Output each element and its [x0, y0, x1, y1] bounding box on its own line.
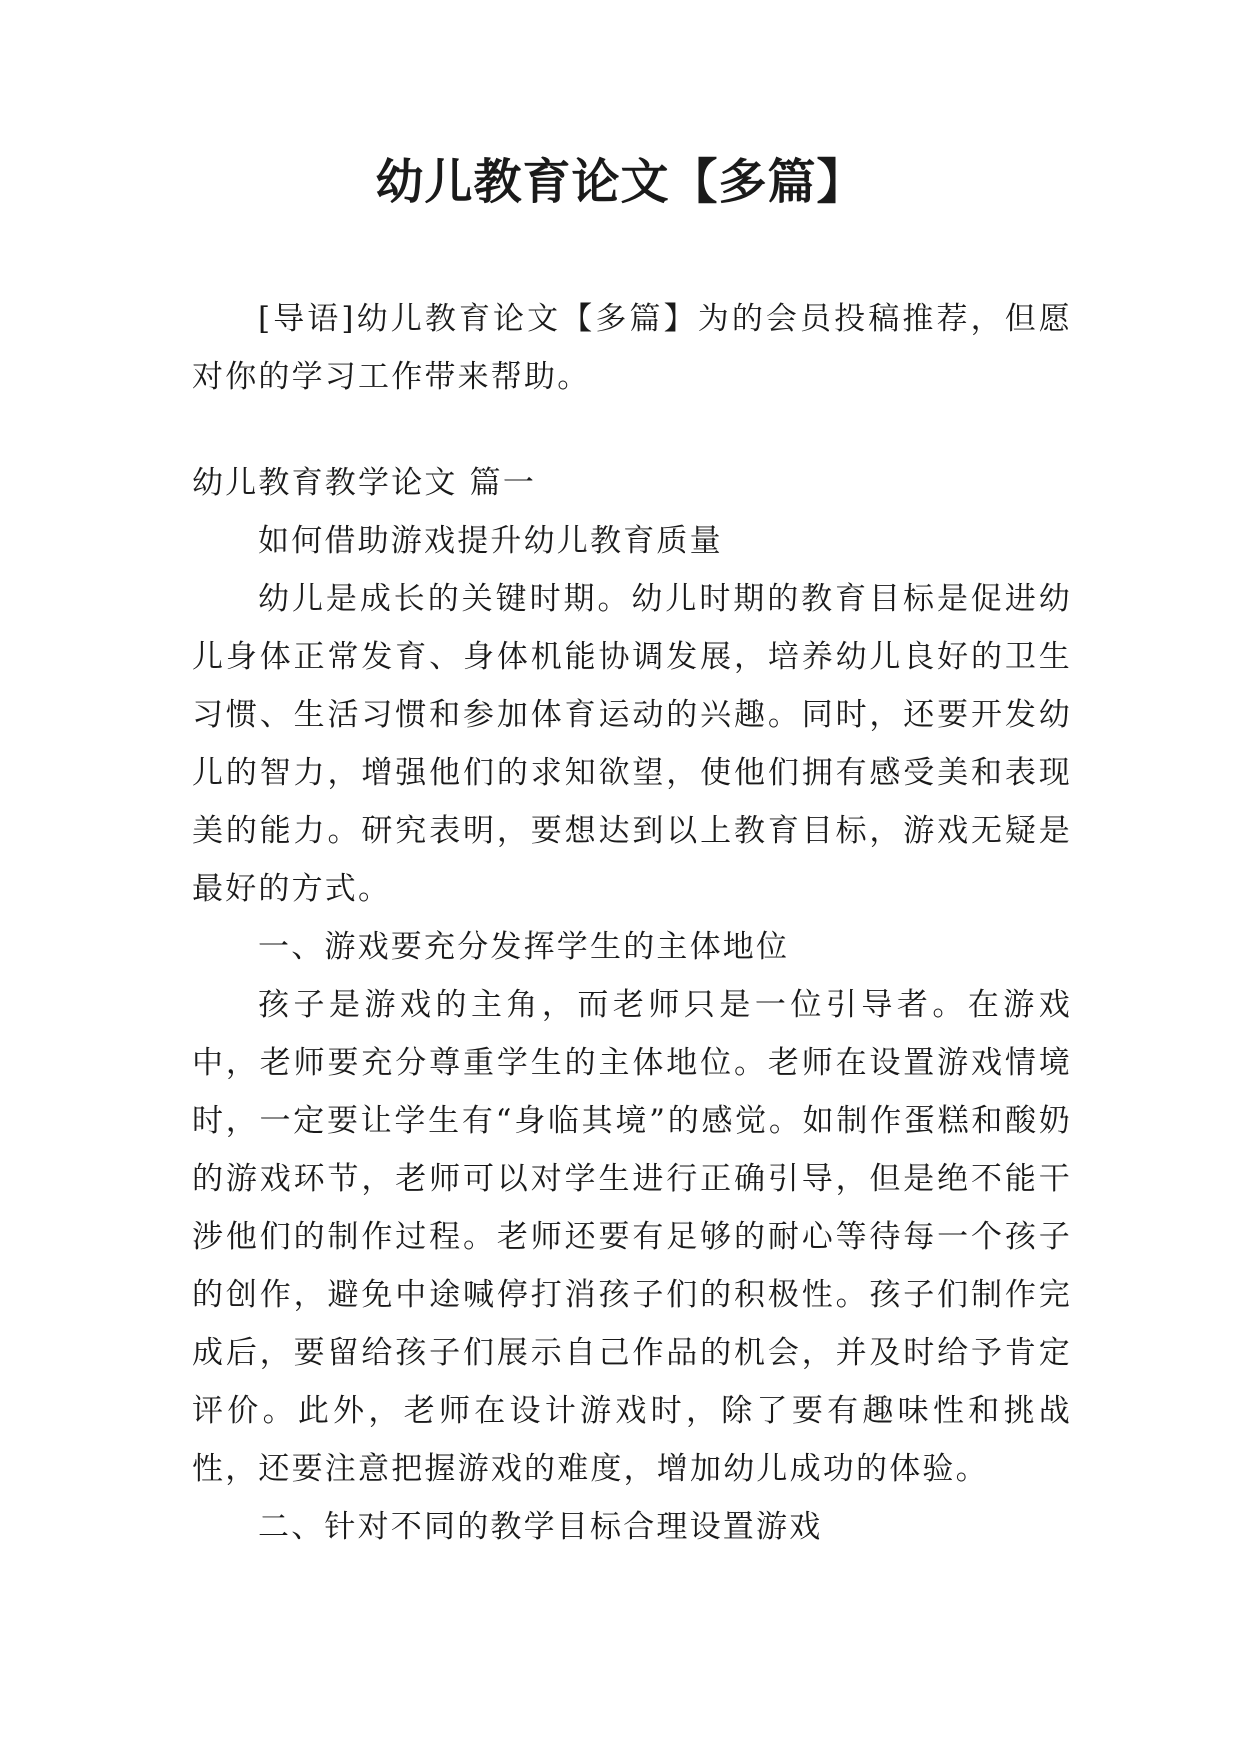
intro-paragraph: [导语]幼儿教育论文【多篇】为的会员投稿推荐，但愿对你的学习工作带来帮助。: [192, 301, 1072, 395]
document-title: 幼儿教育论文【多篇】: [375, 154, 866, 210]
section-heading: 幼儿教育教学论文 篇一: [192, 465, 537, 501]
document-body: [192, 290, 1072, 1556]
body-paragraph: 幼儿是成长的关键时期。幼儿时期的教育目标是促进幼儿身体正常发育、身体机能协调发展，培养幼儿良好的卫生习惯、生活习惯和参加体育运动的兴趣。同时，还要开发幼儿的智力，增强他们的求知欲望，使他们拥有感受美和表现美的能力。研究表明，要想达到以上教育目标，游戏无疑是最好的方式。: [192, 581, 1072, 907]
body-paragraph: 孩子是游戏的主角，而老师只是一位引导者。在游戏中，老师要充分尊重学生的主体地位。老师在设置游戏情境时，一定要让学生有“身临其境”的感觉。如制作蛋糕和酸奶的游戏环节，老师可以对学生进行正确引导，但是绝不能干涉他们的制作过程。老师还要有足够的耐心等待每一个孩子的创作，避免中途喊停打消孩子们的积极性。孩子们制作完成后，要留给孩子们展示自己作品的机会，并及时给予肯定评价。此外，老师在设计游戏时，除了要有趣味性和挑战性，还要注意把握游戏的难度，增加幼儿成功的体验。: [192, 987, 1072, 1487]
subheading-two: 二、针对不同的教学目标合理设置游戏: [258, 1509, 823, 1545]
subheading-one: 一、游戏要充分发挥学生的主体地位: [258, 929, 790, 965]
article-title: 如何借助游戏提升幼儿教育质量: [258, 523, 723, 559]
